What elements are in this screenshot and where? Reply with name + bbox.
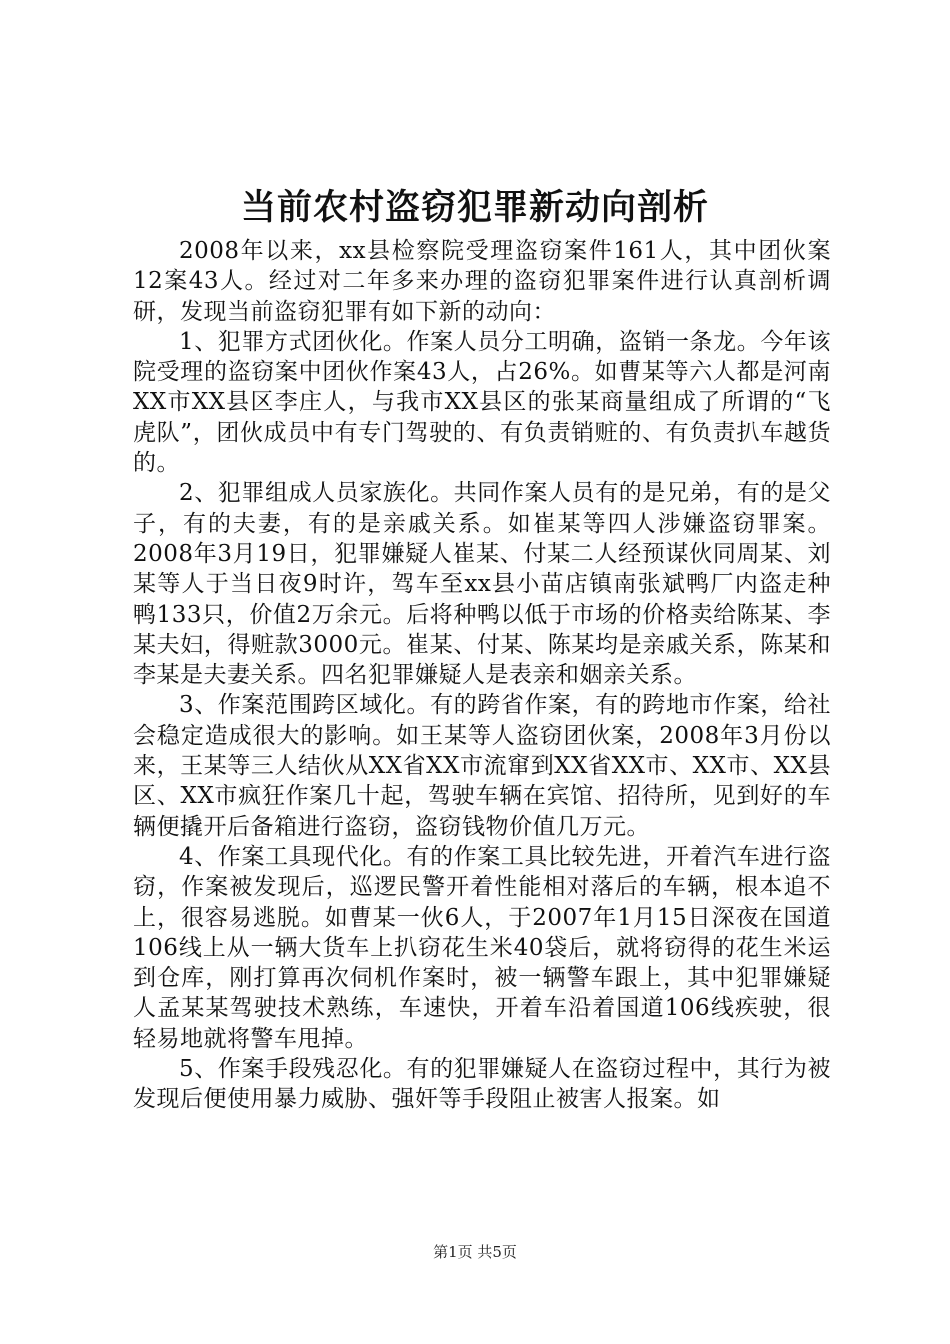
paragraph-point-3: 3、作案范围跨区域化。有的跨省作案，有的跨地市作案，给社会稳定造成很大的影响。如王某等人盗窃团伙案，2008年3月份以来，王某等三人结伙从XX省XX市流窜到XX省XX市、XX市、XX县区、XX市疯狂作案几十起，驾驶车辆在宾馆、招待所，见到好的车辆便撬开后备箱进行盗窃，盗窃钱物价值几万元。	[133, 692, 831, 840]
paragraph-intro: 2008年以来，xx县检察院受理盗窃案件161人，其中团伙案12案43人。经过对二年多来办理的盗窃犯罪案件进行认真剖析调研，发现当前盗窃犯罪有如下新的动向：	[133, 238, 831, 325]
document-title: 当前农村盗窃犯罪新动向剖析	[240, 187, 709, 228]
paragraph-point-2: 2、犯罪组成人员家族化。共同作案人员有的是兄弟，有的是父子，有的夫妻，有的是亲戚关系。如崔某等四人涉嫌盗窃罪案。2008年3月19日，犯罪嫌疑人崔某、付某二人经预谋伙同周某、刘某等人于当日夜9时许，驾车至xx县小苗店镇南张斌鸭厂内盗走种鸭133只，价值2万余元。后将种鸭以低于市场的价格卖给陈某、李某夫妇，得赃款3000元。崔某、付某、陈某均是亲戚关系，陈某和李某是夫妻关系。四名犯罪嫌疑人是表亲和姻亲关系。	[133, 480, 831, 689]
paragraph-point-5: 5、作案手段残忍化。有的犯罪嫌疑人在盗窃过程中，其行为被发现后便使用暴力威胁、强奸等手段阻止被害人报案。如	[133, 1056, 831, 1113]
paragraph-point-4: 4、作案工具现代化。有的作案工具比较先进，开着汽车进行盗窃，作案被发现后，巡逻民警开着性能相对落后的车辆，根本追不上，很容易逃脱。如曹某一伙6人，于2007年1月15日深夜在国道106线上从一辆大货车上扒窃花生米40袋后，就将窃得的花生米运到仓库，刚打算再次伺机作案时，被一辆警车跟上，其中犯罪嫌疑人孟某某驾驶技术熟练，车速快，开着车沿着国道106线疾驶，很轻易地就将警车甩掉。	[133, 843, 831, 1052]
paragraph-point-1: 1、犯罪方式团伙化。作案人员分工明确，盗销一条龙。今年该院受理的盗窃案中团伙作案43人，占26%。如曹某等六人都是河南XX市XX县区李庄人，与我市XX县区的张某商量组成了所谓的“飞虎队”，团伙成员中有专门驾驶的、有负责销赃的、有负责扒车越货的。	[133, 328, 831, 477]
document-body	[133, 236, 831, 1115]
page-footer: 第1页 共5页	[433, 1243, 517, 1261]
